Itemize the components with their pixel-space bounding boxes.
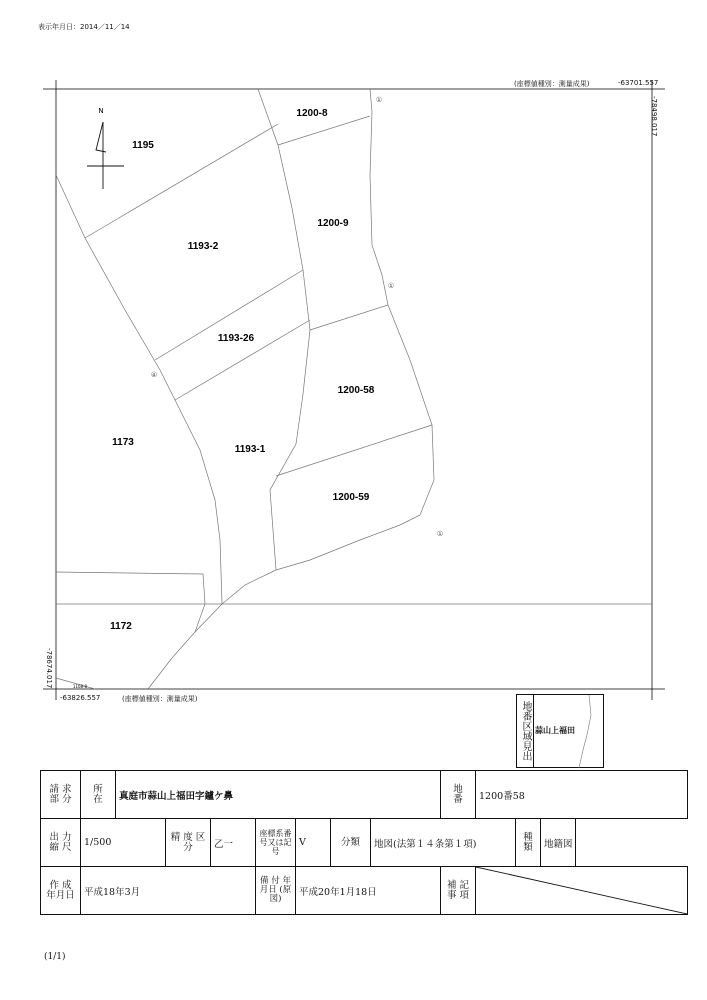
lot-value: 1200番58	[476, 771, 688, 819]
coord-y-top-right: -78498.017	[650, 96, 658, 137]
boundary-marker: ①	[436, 530, 444, 538]
parcel-label: 1200-8	[296, 108, 328, 119]
boundary-line	[276, 425, 432, 476]
notes-diagonal	[476, 867, 687, 914]
boundary-line	[148, 604, 222, 689]
remarks-value: 平成20年1月18日	[296, 867, 441, 915]
inset-boundary	[517, 695, 605, 769]
inset-area-name: 蒜山上福田	[535, 726, 575, 735]
notes-label: 補 記 事 項	[441, 867, 476, 915]
parcel-label: 1193-26	[217, 333, 255, 344]
north-arrow-icon	[87, 122, 124, 189]
boundary-line	[258, 89, 310, 570]
precision-value: 乙一	[211, 819, 256, 867]
parcel-label: 1193-2	[187, 241, 219, 252]
display-date: 表示年月日：2014／11／14	[38, 23, 130, 31]
boundary-marker: ①	[387, 282, 395, 290]
boundary-line	[310, 305, 388, 330]
boundary-line	[85, 124, 278, 238]
lot-label: 地 番	[441, 771, 476, 819]
type-value: 地籍図	[541, 819, 576, 867]
coord-type-label-top: (座標値種別：測量成果)	[514, 80, 590, 88]
parcel-label: 1195	[132, 140, 154, 151]
boundary-line	[85, 238, 222, 604]
info-table	[40, 770, 688, 915]
notes-value	[476, 867, 688, 915]
parcel-label: 1172	[110, 621, 132, 632]
request-label: 請 求 部 分	[41, 771, 81, 819]
boundary-line	[175, 320, 310, 400]
parcel-label: 1200-58	[337, 385, 375, 396]
scale-label: 出 力 縮 尺	[41, 819, 81, 867]
parcel-label: 1168-8	[72, 684, 88, 689]
type-label: 種類	[516, 819, 541, 867]
north-label: N	[98, 107, 104, 115]
scale-value: 1/500	[81, 819, 166, 867]
inset-title: 地番区域見出	[517, 695, 534, 767]
area-index-inset	[516, 694, 604, 768]
boundary-line	[370, 89, 432, 425]
coord-system-label: 座標系番号又は記号	[256, 819, 296, 867]
parcel-label: 1200-59	[332, 492, 370, 503]
coord-x-bottom-left: -63826.557	[60, 694, 101, 702]
boundary-line	[56, 175, 85, 238]
classification-value: 地図(法第１４条第１項)	[371, 819, 516, 867]
boundary-marker: ①	[375, 96, 383, 104]
created-label: 作 成 年月日	[41, 867, 81, 915]
parcel-label: 1193-1	[234, 444, 266, 455]
boundary-line	[278, 116, 370, 145]
boundary-marker: ④	[150, 371, 158, 379]
boundary-line	[155, 270, 303, 360]
coord-x-top-right: -63701.557	[618, 79, 659, 87]
page-number: (1/1)	[44, 952, 66, 962]
remarks-label: 備 付 年月日 (原図)	[256, 867, 296, 915]
parcel-label: 1173	[112, 437, 134, 448]
location-value: 真庭市蒜山上福田字鑪ケ鼻	[116, 771, 441, 819]
parcel-label: 1200-9	[317, 218, 349, 229]
coord-system-value: Ⅴ	[296, 819, 331, 867]
location-label: 所 在	[81, 771, 116, 819]
coord-type-label-bottom: (座標値種別：測量成果)	[122, 695, 198, 703]
created-value: 平成18年3月	[81, 867, 256, 915]
precision-label: 精 度 区 分	[166, 819, 211, 867]
classification-label: 分類	[331, 819, 371, 867]
coord-y-bottom-left: -78674.017	[45, 648, 53, 689]
